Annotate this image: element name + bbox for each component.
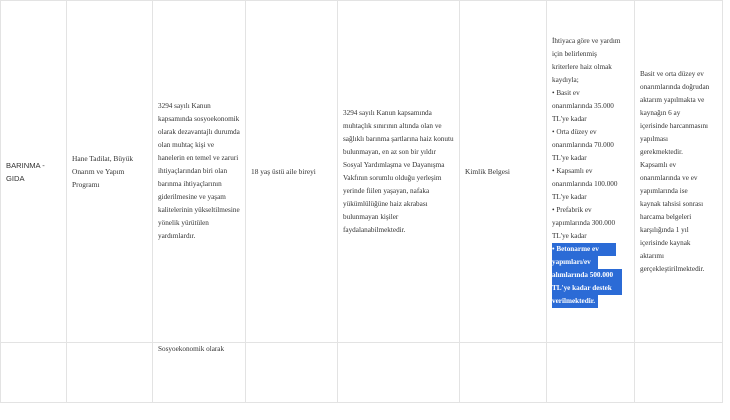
amount-cell: [547, 1, 635, 343]
amount-line-selected: verilmektedir.: [552, 295, 598, 308]
conditions-text: 3294 sayılı Kanun kapsamında muhtaçlık sınırının altında olan ve sağlıklı barınma şartlarına haiz konutu bulunmayan, en az son bir yıldır Sosyal Yardımlaşma ve Dayanışma Vakfının sorumlu olduğu yerleşim yerinde fiilen yaşayan, nafaka yükümlülüğüne haiz akrabası bulunmayan kişiler faydalanabilmektedir.: [343, 108, 454, 234]
amount-line: onarımlarında 35.000: [552, 102, 614, 110]
documents-cell: [460, 1, 547, 343]
amount-line-selected: • Betonarme ev: [552, 243, 616, 256]
amount-line-selected: yapımları/ev: [552, 256, 598, 269]
notes-line: harcama belgeleri: [640, 212, 692, 221]
amount-line: TL'ye kadar: [552, 232, 587, 240]
documents-text: Kimlik Belgesi: [465, 167, 510, 176]
amount-line: kaydıyla;: [552, 76, 579, 84]
amount-line: • Orta düzey ev: [552, 128, 597, 136]
amount-line: TL'ye kadar: [552, 193, 587, 201]
notes-line: içerisinde kaynak: [640, 238, 691, 247]
notes-line: gerçekleştirilmektedir.: [640, 264, 705, 273]
table-row: [1, 343, 723, 403]
notes-line: onarımlarında doğrudan: [640, 82, 710, 91]
notes-line: aktarımı: [640, 251, 664, 260]
amount-line: • Kapsamlı ev: [552, 167, 593, 175]
notes-line: yapılması: [640, 134, 668, 143]
category-text: BARINMA - GIDA: [6, 160, 45, 183]
target-text: 18 yaş üstü aile bireyi: [251, 167, 316, 176]
notes-line: aktarım yapılmakta ve: [640, 95, 705, 104]
program-name: Hane Tadilat, Büyük Onarım ve Yapım Programı: [72, 154, 134, 189]
amount-line-selected: TL'ye kadar destek: [552, 282, 622, 295]
amount-cell: [547, 343, 635, 403]
amount-line: İhtiyaca göre ve yardım: [552, 37, 621, 45]
program-cell: [67, 343, 153, 403]
target-cell: [246, 343, 338, 403]
notes-line: onarımlarında ve ev: [640, 173, 698, 182]
notes-line: gerekmektedir.: [640, 147, 683, 156]
table-row: [1, 1, 723, 343]
amount-line: TL'ye kadar: [552, 154, 587, 162]
purpose-text-partial: Sosyoekonomik olarak: [158, 345, 225, 353]
category-cell: [1, 343, 67, 403]
amount-line: TL'ye kadar: [552, 115, 587, 123]
category-cell: [1, 1, 67, 343]
amount-line: onarımlarında 70.000: [552, 141, 614, 149]
notes-line: içerisinde harcanmasını: [640, 121, 709, 130]
purpose-cell: [153, 1, 246, 343]
notes-line: kaynağın 6 ay: [640, 108, 681, 117]
conditions-cell: [338, 343, 460, 403]
notes-line: yapımlarında ise: [640, 186, 688, 195]
notes-cell: [635, 343, 723, 403]
amount-line: kriterlere haiz olmak: [552, 63, 612, 71]
amount-line: yapımlarında 300.000: [552, 219, 616, 227]
purpose-text: 3294 sayılı Kanun kapsamında sosyoekonomik olarak dezavantajlı durumda olan muhtaç kişi ve hanelerin en temel ve zaruri ihtiyaçlarından biri olan barınma ihtiyaçlarının giderilmesine ve yaşam kalitelerinin yükseltilmesine yönelik yürütülen yardımlardır.: [158, 102, 240, 240]
amount-line-selected: alımlarında 500.000: [552, 269, 622, 282]
conditions-cell: [338, 1, 460, 343]
amount-line: • Basit ev: [552, 89, 580, 97]
amount-line: için belirlenmiş: [552, 50, 597, 58]
notes-line: Kapsamlı ev: [640, 160, 677, 169]
purpose-cell: [153, 343, 246, 403]
target-cell: [246, 1, 338, 343]
amount-line: • Prefabrik ev: [552, 206, 592, 214]
program-cell: [67, 1, 153, 343]
notes-line: karşılığında 1 yıl: [640, 225, 689, 234]
documents-cell: [460, 343, 547, 403]
text-selection-highlight: [552, 243, 629, 308]
amount-line: onarımlarında 100.000: [552, 180, 618, 188]
notes-cell: [635, 1, 723, 343]
notes-line: kaynak tahsisi sonrası: [640, 199, 704, 208]
notes-line: Basit ve orta düzey ev: [640, 69, 704, 78]
